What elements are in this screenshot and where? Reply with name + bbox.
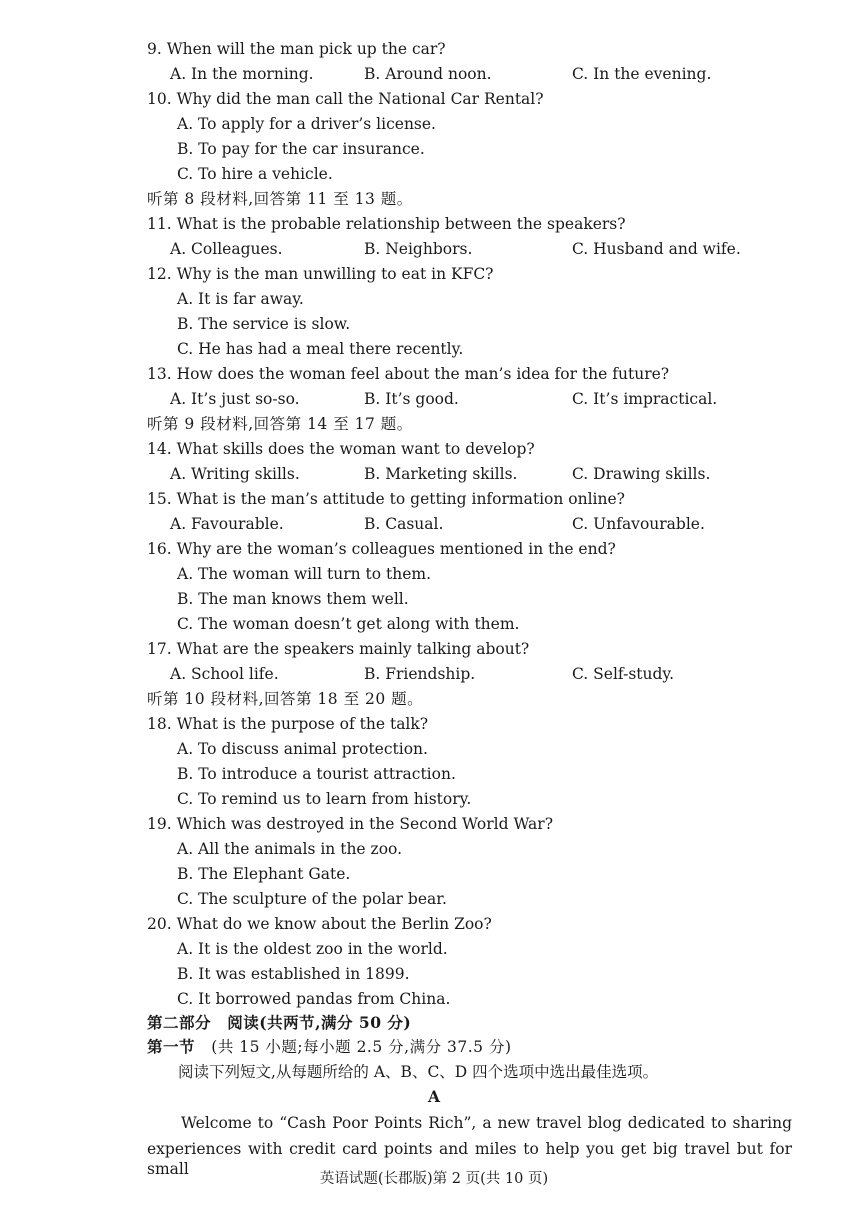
question-20-stem: 20. What do we know about the Berlin Zoo? [147, 915, 492, 933]
option-c: C. The sculpture of the polar bear. [177, 890, 447, 908]
option-a: A. The woman will turn to them. [177, 565, 432, 583]
passage-line-1: Welcome to “Cash Poor Points Rich”, a new travel blog dedicated to sharing [181, 1114, 792, 1132]
option-b: B. Neighbors. [364, 240, 473, 258]
section-one-title: (共 15 小题;每小题 2.5 分,满分 37.5 分) [211, 1038, 512, 1056]
section-heading-10: 听第 10 段材料,回答第 18 至 20 题。 [147, 690, 424, 708]
option-a: A. Writing skills. [170, 465, 300, 483]
option-a: A. School life. [170, 665, 279, 683]
option-c: C. He has had a meal there recently. [177, 340, 464, 358]
option-c: C. The woman doesn’t get along with them. [177, 615, 520, 633]
section-one-label: 第一节 [147, 1037, 196, 1056]
option-b: B. Around noon. [364, 65, 492, 83]
page-footer: 英语试题(长郡版)第 2 页(共 10 页) [319, 1171, 549, 1187]
part-two-label: 第二部分 [147, 1013, 212, 1032]
question-11-stem: 11. What is the probable relationship between the speakers? [147, 215, 626, 233]
question-17-options [170, 664, 770, 684]
section-heading-8: 听第 8 段材料,回答第 11 至 13 题。 [147, 190, 413, 208]
option-c: C. In the evening. [572, 65, 712, 83]
question-15-stem: 15. What is the man’s attitude to getting information online? [147, 490, 625, 508]
option-c: C. It’s impractical. [572, 390, 718, 408]
option-b: B. To pay for the car insurance. [177, 140, 425, 158]
section-one-heading [147, 1037, 512, 1057]
part-two-title: 阅读(共两节,满分 50 分) [227, 1013, 412, 1032]
question-9-stem: 9. When will the man pick up the car? [147, 40, 446, 58]
option-a: A. To discuss animal protection. [177, 740, 428, 758]
option-b: B. Marketing skills. [364, 465, 518, 483]
option-a: A. It’s just so-so. [170, 390, 300, 408]
option-b: B. The man knows them well. [177, 590, 409, 608]
passage-letter: A [427, 1087, 441, 1106]
option-b: B. Casual. [364, 515, 444, 533]
option-b: B. The Elephant Gate. [177, 865, 351, 883]
question-12-stem: 12. Why is the man unwilling to eat in KFC? [147, 265, 494, 283]
question-11-options [170, 239, 770, 259]
option-b: B. It was established in 1899. [177, 965, 410, 983]
option-a: A. All the animals in the zoo. [177, 840, 403, 858]
question-13-options [170, 389, 770, 409]
option-c: C. It borrowed pandas from China. [177, 990, 451, 1008]
option-c: C. To remind us to learn from history. [177, 790, 472, 808]
question-13-stem: 13. How does the woman feel about the man’s idea for the future? [147, 365, 670, 383]
part-two-heading [147, 1013, 411, 1033]
option-b: B. It’s good. [364, 390, 459, 408]
question-14-stem: 14. What skills does the woman want to develop? [147, 440, 535, 458]
option-b: B. To introduce a tourist attraction. [177, 765, 456, 783]
question-15-options [170, 514, 770, 534]
passage-line-2: experiences with credit card points and miles to help you get big travel but for small [147, 1140, 792, 1178]
option-c: C. Drawing skills. [572, 465, 711, 483]
question-19-stem: 19. Which was destroyed in the Second World War? [147, 815, 554, 833]
question-18-stem: 18. What is the purpose of the talk? [147, 715, 429, 733]
option-a: A. It is the oldest zoo in the world. [177, 940, 448, 958]
question-17-stem: 17. What are the speakers mainly talking about? [147, 640, 530, 658]
question-14-options [170, 464, 770, 484]
option-a: A. Colleagues. [170, 240, 283, 258]
section-heading-9: 听第 9 段材料,回答第 14 至 17 题。 [147, 415, 413, 433]
option-c: C. Husband and wife. [572, 240, 741, 258]
question-10-stem: 10. Why did the man call the National Car Rental? [147, 90, 544, 108]
reading-instruction: 阅读下列短文,从每题所给的 A、B、C、D 四个选项中选出最佳选项。 [178, 1063, 659, 1081]
option-b: B. Friendship. [364, 665, 476, 683]
option-c: C. Self-study. [572, 665, 675, 683]
option-a: A. To apply for a driver’s license. [177, 115, 436, 133]
question-16-stem: 16. Why are the woman’s colleagues mentioned in the end? [147, 540, 616, 558]
option-c: C. Unfavourable. [572, 515, 705, 533]
option-c: C. To hire a vehicle. [177, 165, 333, 183]
option-b: B. The service is slow. [177, 315, 351, 333]
option-a: A. Favourable. [170, 515, 284, 533]
option-a: A. In the morning. [170, 65, 314, 83]
option-a: A. It is far away. [177, 290, 304, 308]
question-9-options [170, 64, 770, 84]
